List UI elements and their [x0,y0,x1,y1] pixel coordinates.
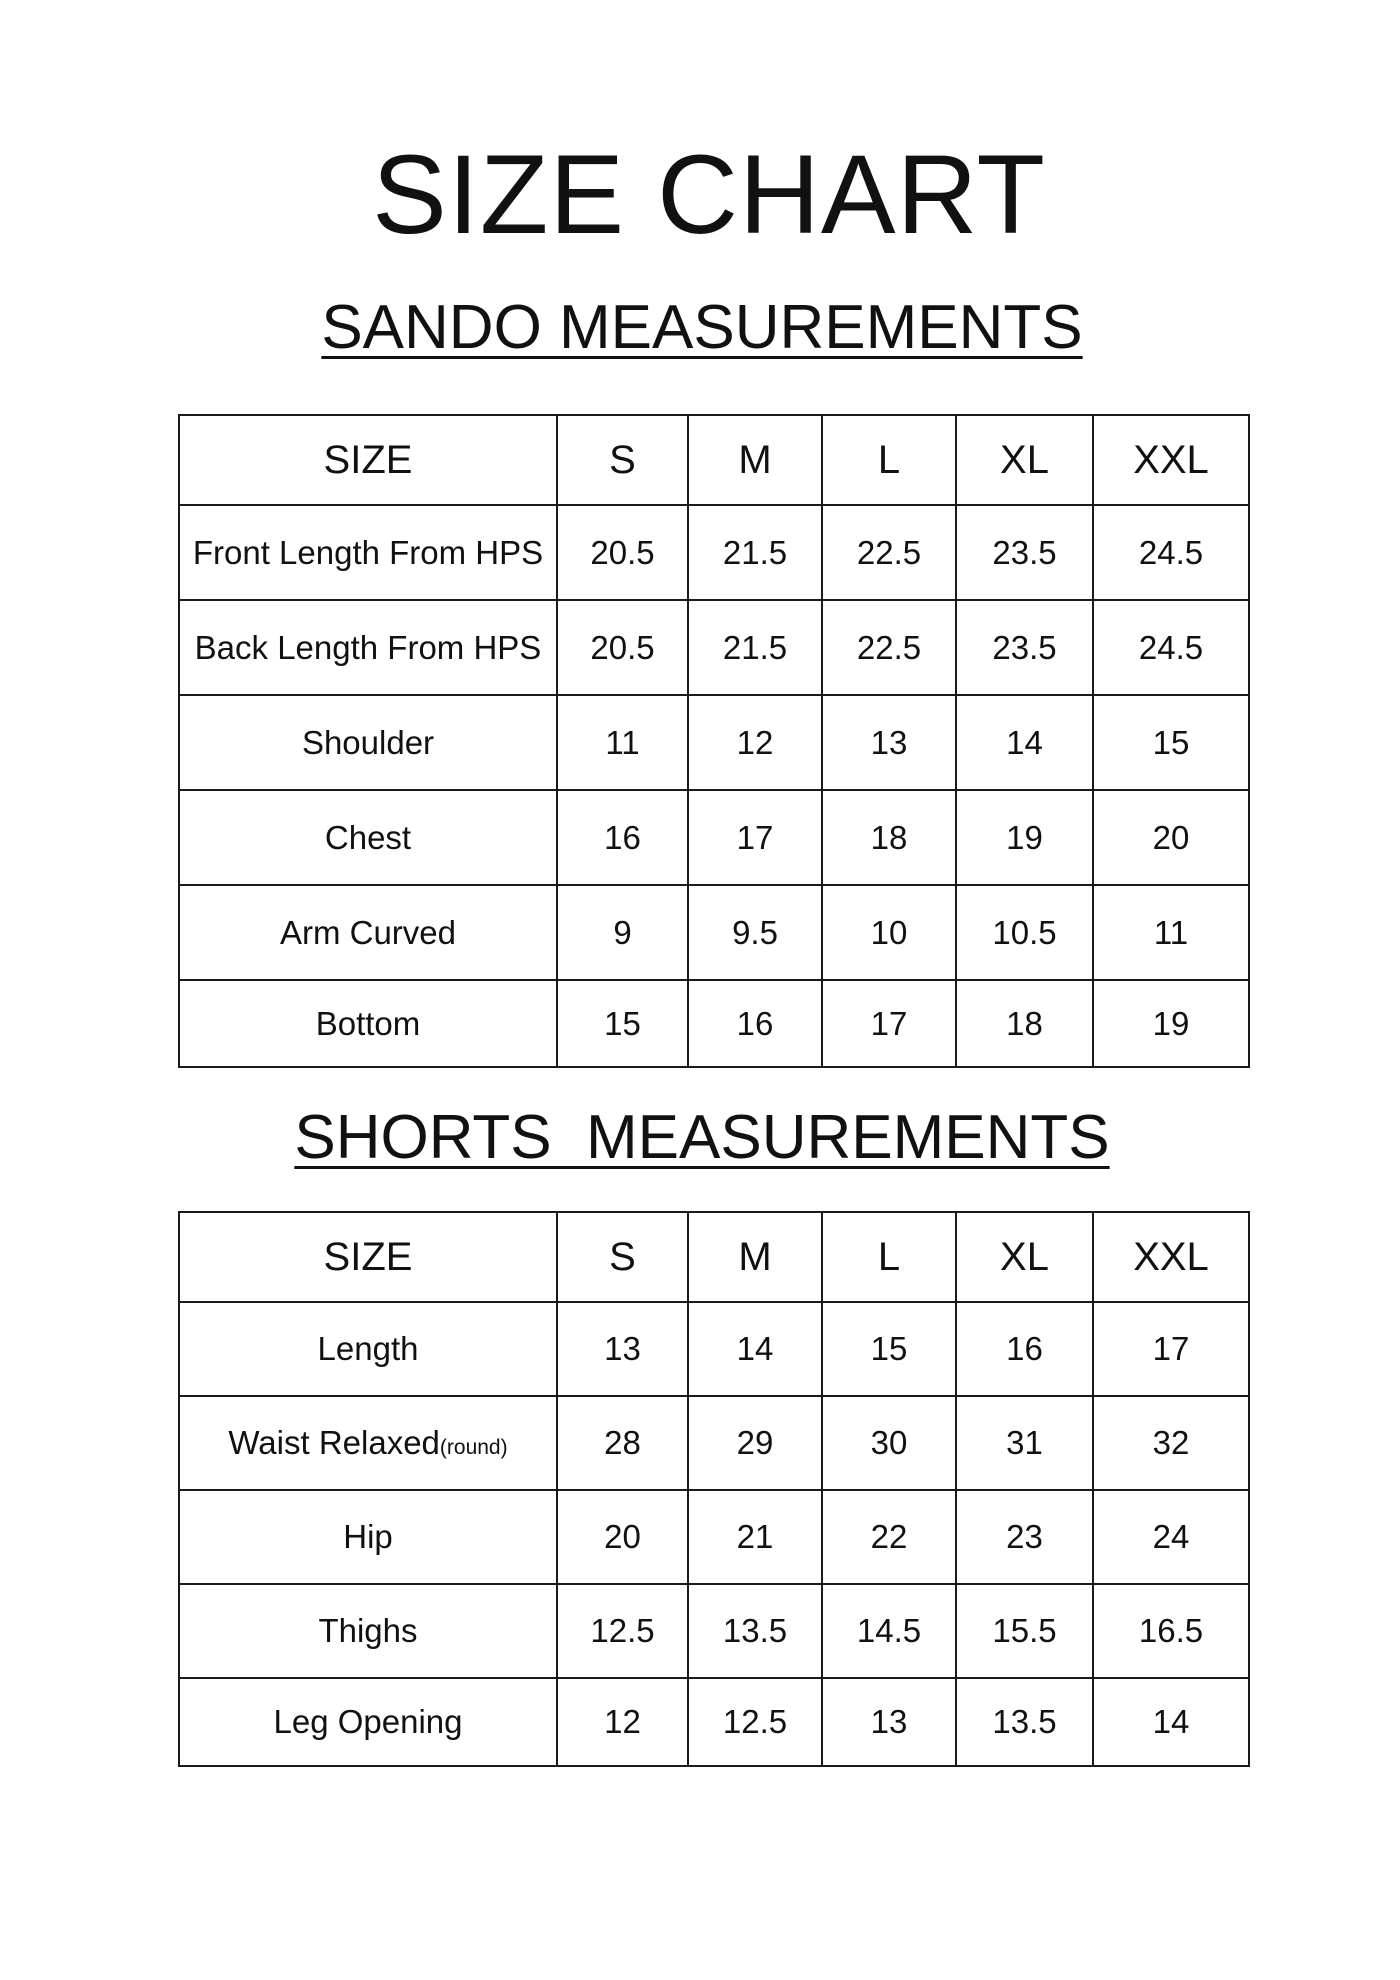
table-cell: 18 [822,790,956,885]
table-cell: 15 [557,980,688,1067]
table-cell: 14 [956,695,1093,790]
table-cell: 13 [822,1678,956,1766]
table-row [179,1302,1249,1396]
table-cell: 31 [956,1396,1093,1490]
header-cell-m: M [688,415,822,505]
row-label: Bottom [179,980,557,1067]
header-cell-xl: XL [956,415,1093,505]
table-cell: 32 [1093,1396,1249,1490]
table-cell: 21.5 [688,505,822,600]
row-label: Back Length From HPS [179,600,557,695]
table-row [179,600,1249,695]
table-cell: 12 [557,1678,688,1766]
table-cell: 14 [688,1302,822,1396]
row-label: Leg Opening [179,1678,557,1766]
table-cell: 17 [688,790,822,885]
row-label: Hip [179,1490,557,1584]
table-cell: 22 [822,1490,956,1584]
row-label: Chest [179,790,557,885]
table-cell: 19 [956,790,1093,885]
table-row [179,1396,1249,1490]
table-cell: 9 [557,885,688,980]
row-label: Thighs [179,1584,557,1678]
table-cell: 10.5 [956,885,1093,980]
table-cell: 16.5 [1093,1584,1249,1678]
table-cell: 13.5 [956,1678,1093,1766]
table-cell: 12 [688,695,822,790]
table-cell: 20.5 [557,600,688,695]
table-row [179,980,1249,1067]
header-cell-s: S [557,415,688,505]
header-cell-size: SIZE [179,415,557,505]
table-cell: 18 [956,980,1093,1067]
table-cell: 11 [1093,885,1249,980]
table-header-row [179,1212,1249,1302]
table-cell: 15 [1093,695,1249,790]
row-label [179,1396,557,1490]
table-cell: 16 [557,790,688,885]
table-cell: 28 [557,1396,688,1490]
table-row [179,695,1249,790]
table-cell: 13 [557,1302,688,1396]
table-cell: 14 [1093,1678,1249,1766]
page-title: SIZE CHART [372,132,1046,257]
table-cell: 19 [1093,980,1249,1067]
header-cell-l: L [822,1212,956,1302]
header-cell-xxl: XXL [1093,1212,1249,1302]
table-row [179,885,1249,980]
table-row [179,1678,1249,1766]
table-cell: 16 [956,1302,1093,1396]
header-cell-xl: XL [956,1212,1093,1302]
table-cell: 20 [1093,790,1249,885]
table-row [179,505,1249,600]
sando-measurements-table [178,414,1250,1068]
shorts-section-title: SHORTS MEASUREMENTS [294,1103,1110,1172]
table-cell: 10 [822,885,956,980]
table-cell: 23.5 [956,600,1093,695]
table-cell: 24.5 [1093,505,1249,600]
row-label: Length [179,1302,557,1396]
table-cell: 12.5 [688,1678,822,1766]
header-cell-m: M [688,1212,822,1302]
table-header-row [179,415,1249,505]
table-cell: 12.5 [557,1584,688,1678]
header-cell-size: SIZE [179,1212,557,1302]
table-row [179,1490,1249,1584]
table-cell: 23.5 [956,505,1093,600]
table-cell: 17 [1093,1302,1249,1396]
row-label-text: Waist Relaxed [228,1424,440,1461]
shorts-measurements-table [178,1211,1250,1767]
row-label: Front Length From HPS [179,505,557,600]
table-cell: 21.5 [688,600,822,695]
header-cell-s: S [557,1212,688,1302]
table-cell: 9.5 [688,885,822,980]
table-row [179,790,1249,885]
table-cell: 17 [822,980,956,1067]
table-cell: 13 [822,695,956,790]
header-cell-l: L [822,415,956,505]
row-label: Arm Curved [179,885,557,980]
table-cell: 24 [1093,1490,1249,1584]
table-cell: 14.5 [822,1584,956,1678]
table-cell: 15 [822,1302,956,1396]
table-cell: 13.5 [688,1584,822,1678]
table-cell: 21 [688,1490,822,1584]
table-cell: 22.5 [822,600,956,695]
table-cell: 20 [557,1490,688,1584]
table-cell: 30 [822,1396,956,1490]
table-cell: 16 [688,980,822,1067]
table-cell: 22.5 [822,505,956,600]
row-label: Shoulder [179,695,557,790]
table-cell: 20.5 [557,505,688,600]
table-cell: 11 [557,695,688,790]
table-cell: 29 [688,1396,822,1490]
table-row [179,1584,1249,1678]
table-cell: 23 [956,1490,1093,1584]
table-cell: 24.5 [1093,600,1249,695]
header-cell-xxl: XXL [1093,415,1249,505]
sando-section-title: SANDO MEASUREMENTS [321,293,1083,362]
row-label-note: (round) [439,1436,508,1459]
table-cell: 15.5 [956,1584,1093,1678]
